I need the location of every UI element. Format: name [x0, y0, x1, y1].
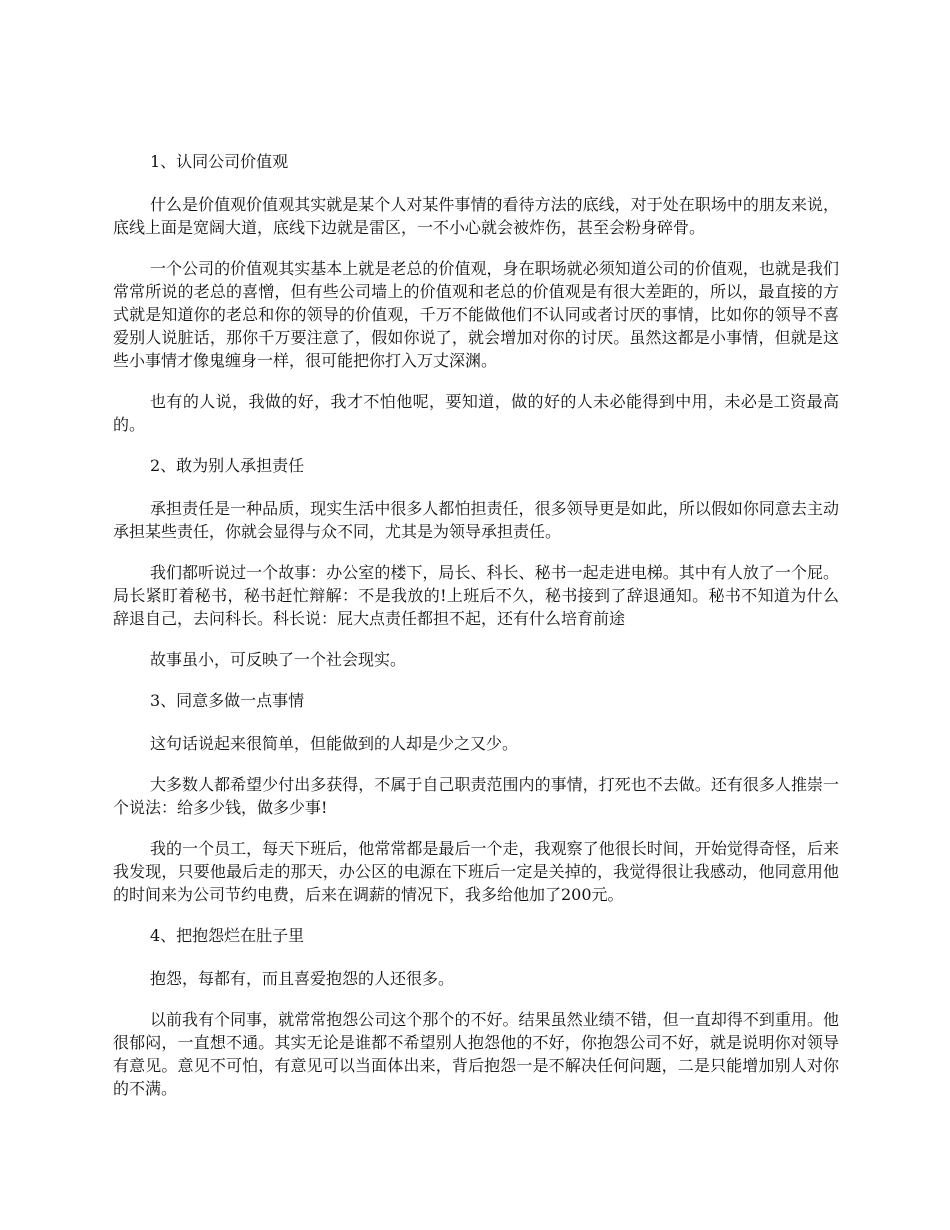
section-heading-2: 2、敢为别人承担责任 — [150, 456, 305, 475]
paragraph: 一个公司的价值观其实基本上就是老总的价值观，身在职场就必须知道公司的价值观，也就是我们常常所说的老总的喜憎，但有些公司墙上的价值观和老总的价值观是有很大差距的，所以，最直接的方式就是知道你的老总和你的领导的价值观，千万不能做他们不认同或者讨厌的事情，比如你的领导不喜爱别人说脏话，那你千万要注意了，假如你说了，就会增加对你的讨厌。虽然这都是小事情，但就是这些小事情才像鬼缠身一样，很可能把你打入万丈深渊。 — [113, 259, 839, 370]
document-body — [113, 150, 839, 1118]
paragraph: 什么是价值观价值观其实就是某个人对某件事情的看待方法的底线，对于处在职场中的朋友来说，底线上面是宽阔大道，底线下边就是雷区，一不小心就会被炸伤，甚至会粉身碎骨。 — [113, 195, 839, 237]
paragraph: 大多数人都希望少付出多获得，不属于自己职责范围内的事情，打死也不去做。还有很多人推崇一个说法：给多少钱，做多少事! — [113, 775, 839, 817]
section-heading-4: 4、把抱怨烂在肚子里 — [150, 926, 305, 945]
paragraph: 抱怨，每都有，而且喜爱抱怨的人还很多。 — [150, 969, 455, 988]
paragraph: 承担责任是一种品质，现实生活中很多人都怕担责任，很多领导更是如此，所以假如你同意去主动承担某些责任，你就会显得与众不同，尤其是为领导承担责任。 — [113, 499, 839, 541]
paragraph: 以前我有个同事，就常常抱怨公司这个那个的不好。结果虽然业绩不错，但一直却得不到重用。他很郁闷，一直想不通。其实无论是谁都不希望别人抱怨他的不好，你抱怨公司不好，就是说明你对领导有意见。意见不可怕，有意见可以当面体出来，背后抱怨一是不解决任何问题，二是只能增加别人对你的不满。 — [113, 1010, 839, 1098]
paragraph: 我们都听说过一个故事：办公室的楼下，局长、科长、秘书一起走进电梯。其中有人放了一个屁。局长紧盯着秘书，秘书赶忙辩解：不是我放的!上班后不久，秘书接到了辞退通知。秘书不知道为什么辞退自己，去问科长。科长说：屁大点责任都担不起，还有什么培育前途 — [113, 563, 839, 628]
paragraph: 也有的人说，我做的好，我才不怕他呢，要知道，做的好的人未必能得到中用，未必是工资最高的。 — [113, 392, 839, 434]
paragraph: 故事虽小，可反映了一个社会现实。 — [150, 650, 407, 669]
section-heading-1: 1、认同公司价值观 — [150, 152, 289, 171]
paragraph: 这句话说起来很简单，但能做到的人却是少之又少。 — [150, 734, 519, 753]
paragraph: 我的一个员工，每天下班后，他常常都是最后一个走，我观察了他很长时间，开始觉得奇怪，后来我发现，只要他最后走的那天，办公区的电源在下班后一定是关掉的，我觉得很让我感动，他同意用他的时间来为公司节约电费，后来在调薪的情况下，我多给他加了200元。 — [113, 839, 839, 904]
section-heading-3: 3、同意多做一点事情 — [150, 691, 305, 710]
